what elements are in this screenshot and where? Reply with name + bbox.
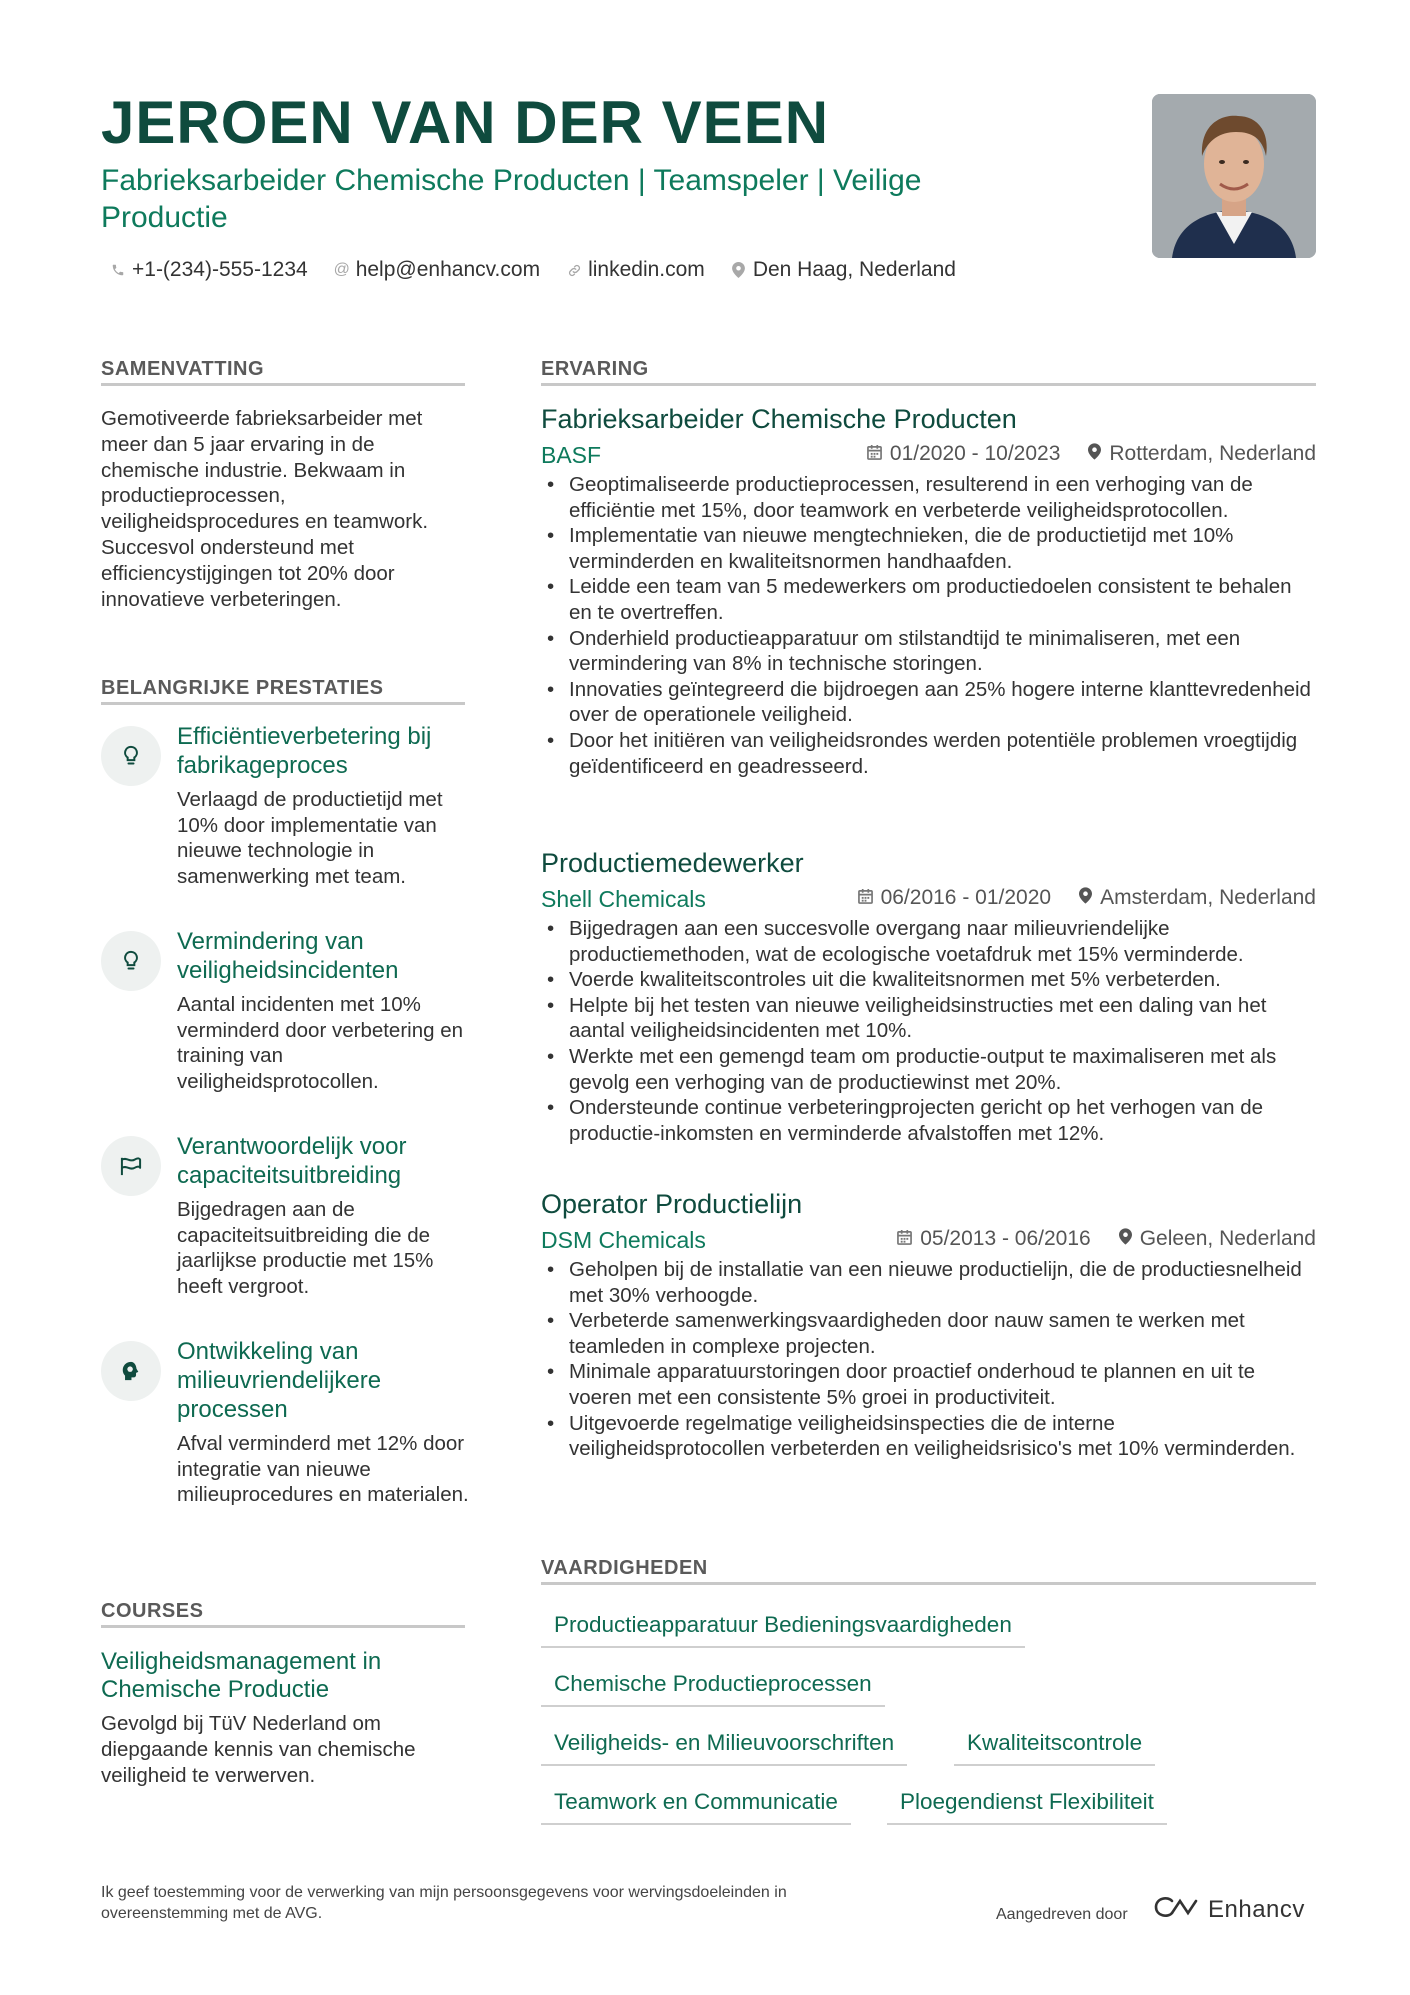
achievement-desc: Bijgedragen aan de capaciteitsuitbreiding die de jaarlijkse productie met 15% heeft vergroot. — [177, 1198, 434, 1298]
link-icon — [566, 262, 582, 278]
enhancv-brand[interactable] — [1152, 1895, 1305, 1924]
calendar-icon — [858, 886, 873, 910]
contact-phone[interactable] — [110, 258, 308, 282]
job-dates — [858, 886, 1051, 910]
achievement-desc: Verlaagd de productietijd met 10% door implementatie van nieuwe technologie in samenwerking met team. — [177, 788, 443, 888]
job-dates-text: 01/2020 - 10/2023 — [889, 442, 1061, 465]
bullet-item: • Door het initiëren van veiligheidsrondes werden potentiële problemen vroegtijdig geïdentificeerd en geadresseerd. — [541, 728, 1316, 779]
bullet-item: • Onderhield productieapparatuur om stilstandtijd te minimaliseren, met een vermindering van 8% in technische storingen. — [541, 626, 1316, 677]
bullet-item: • Geoptimaliseerde productieprocessen, resulterend in een verhoging van de efficiëntie met 15%, door teamwork en verbeterde veiligheidsprotocollen. — [541, 472, 1316, 523]
company-name: Shell Chemicals — [541, 886, 706, 912]
flag-icon — [101, 1136, 161, 1196]
lightbulb-icon — [101, 931, 161, 991]
bullet-item: • Voerde kwaliteitscontroles uit die kwaliteitsnormen met 5% verbeterden. — [541, 967, 1316, 993]
job-meta — [897, 1227, 1316, 1251]
bullet-item: • Werkte met een gemengd team om productie-output te maximaliseren met als gevolg een verhoging van de productiewinst met 20%. — [541, 1044, 1316, 1095]
achievement-title: Vermindering van veiligheidsincidenten — [177, 928, 399, 984]
achievements-divider — [101, 702, 465, 705]
bullet-item: • Helpte bij het testen van nieuwe veiligheidsinstructies met een daling van het aantal veiligheidsincidenten met 10%. — [541, 993, 1316, 1044]
company-name: BASF — [541, 442, 602, 468]
contact-email[interactable] — [334, 258, 540, 282]
contact-location — [731, 258, 956, 282]
calendar-icon — [897, 1227, 912, 1251]
job-title: Fabrieksarbeider Chemische Producten — [541, 404, 1017, 434]
skill-tag: Veiligheids- en Milieuvoorschriften — [541, 1730, 907, 1766]
job-title: Operator Productielijn — [541, 1189, 803, 1219]
at-icon: @ — [333, 261, 350, 278]
phone-icon — [110, 262, 126, 278]
job-location-text: Rotterdam, Nederland — [1109, 442, 1316, 465]
summary-divider — [101, 383, 465, 386]
location-icon — [1088, 442, 1101, 466]
contact-location-text: Den Haag, Nederland — [752, 258, 956, 281]
candidate-name: JEROEN VAN DER VEEN — [101, 89, 830, 156]
achievement-title: Ontwikkeling van milieuvriendelijkere processen — [177, 1338, 382, 1423]
location-icon — [731, 262, 747, 278]
contact-email-text: help@enhancv.com — [355, 258, 541, 281]
experience-heading: ERVARING — [541, 358, 649, 380]
achievement-desc: Afval verminderd met 12% door integratie van nieuwe milieuprocedures en materialen. — [177, 1432, 469, 1507]
job-meta — [858, 886, 1316, 910]
skill-tag: Ploegendienst Flexibiliteit — [887, 1789, 1167, 1825]
job-location — [1088, 442, 1316, 466]
lightbulb-icon — [101, 726, 161, 786]
skill-tag: Kwaliteitscontrole — [954, 1730, 1155, 1766]
consent-text: Ik geef toestemming voor de verwerking van mijn persoonsgegevens voor wervingsdoeleinden in overeenstemming met de AVG. — [101, 1884, 787, 1922]
enhancv-brand-name: Enhancv — [1208, 1895, 1305, 1923]
job-location-text: Amsterdam, Nederland — [1100, 886, 1316, 909]
summary-heading: SAMENVATTING — [101, 358, 265, 380]
course-title: Veiligheidsmanagement in Chemische Productie — [101, 1648, 382, 1703]
brain-icon — [101, 1341, 161, 1401]
bullet-item: • Leidde een team van 5 medewerkers om productiedoelen consistent te behalen en te overtreffen. — [541, 574, 1316, 625]
location-icon — [1119, 1227, 1132, 1251]
achievement-desc: Aantal incidenten met 10% verminderd door verbetering en training van veiligheidsprotocollen. — [177, 993, 464, 1093]
job-dates-text: 05/2013 - 06/2016 — [920, 1227, 1091, 1250]
job-dates — [867, 442, 1060, 466]
contact-bar — [110, 258, 956, 282]
bullet-item: • Bijgedragen aan een succesvolle overgang naar milieuvriendelijke productiemethoden, wat de ecologische voetafdruk met 15% verminderde. — [541, 916, 1316, 967]
bullet-item: • Minimale apparatuurstoringen door proactief onderhoud te plannen en uit te voeren met een consistente 5% groei in productiviteit. — [541, 1359, 1316, 1410]
skill-tag: Productieapparatuur Bedieningsvaardigheden — [541, 1612, 1025, 1648]
job-location-text: Geleen, Nederland — [1139, 1227, 1316, 1250]
course-desc: Gevolgd bij TüV Nederland om diepgaande kennis van chemische veiligheid te verwerven. — [101, 1712, 416, 1787]
bullet-item: • Geholpen bij de installatie van een nieuwe productielijn, die de productiesnelheid met 30% verhoogde. — [541, 1257, 1316, 1308]
job-dates-text: 06/2016 - 01/2020 — [880, 886, 1052, 909]
job-location — [1119, 1227, 1316, 1251]
bullet-item: • Implementatie van nieuwe mengtechnieken, die de productietijd met 10% verminderden en kwaliteitsnormen handhaafden. — [541, 523, 1316, 574]
experience-divider — [541, 383, 1316, 386]
achievement-title: Verantwoordelijk voor capaciteitsuitbreiding — [177, 1133, 407, 1189]
profile-photo — [1152, 94, 1316, 258]
courses-divider — [101, 1625, 465, 1628]
headline: Fabrieksarbeider Chemische Producten | Teamspeler | Veilige Productie — [101, 164, 922, 234]
summary-text: Gemotiveerde fabrieksarbeider met meer dan 5 jaar ervaring in de chemische industrie. Bekwaam in productieprocessen, veiligheidsprocedures en teamwork. Succesvol ondersteund met efficiencystijgingen tot 20% door innovatieve verbeteringen. — [101, 407, 429, 611]
job-bullets — [541, 916, 1316, 1146]
enhancv-logo-icon — [1152, 1895, 1200, 1924]
skills-divider — [541, 1582, 1316, 1585]
job-bullets — [541, 472, 1316, 779]
skills-heading: VAARDIGHEDEN — [541, 1557, 708, 1579]
location-icon — [1079, 886, 1092, 910]
powered-by-label: Aangedreven door — [996, 1906, 1128, 1923]
job-dates — [897, 1227, 1090, 1251]
bullet-item: • Ondersteunde continue verbeteringprojecten gericht op het verhogen van de productie-inkomsten en verminderde afvalstoffen met 12%. — [541, 1095, 1316, 1146]
calendar-icon — [867, 442, 882, 466]
courses-heading: COURSES — [101, 1600, 204, 1622]
bullet-item: • Innovaties geïntegreerd die bijdroegen aan 25% hogere interne klanttevredenheid over de operationele veiligheid. — [541, 677, 1316, 728]
job-title: Productiemedewerker — [541, 848, 804, 878]
job-location — [1079, 886, 1316, 910]
contact-linkedin-text: linkedin.com — [588, 258, 705, 281]
contact-phone-text: +1-(234)-555-1234 — [132, 258, 308, 281]
job-bullets — [541, 1257, 1316, 1462]
contact-linkedin[interactable] — [566, 258, 705, 282]
bullet-item: • Verbeterde samenwerkingsvaardigheden door nauw samen te werken met teamleden in complexe projecten. — [541, 1308, 1316, 1359]
achievements-heading: BELANGRIJKE PRESTATIES — [101, 677, 384, 699]
achievement-title: Efficiëntieverbetering bij fabrikageproces — [177, 723, 432, 779]
skill-tag: Chemische Productieprocessen — [541, 1671, 885, 1707]
skill-tag: Teamwork en Communicatie — [541, 1789, 851, 1825]
bullet-item: • Uitgevoerde regelmatige veiligheidsinspecties die de interne veiligheidsprotocollen verbeterden en veiligheidsrisico's met 10% verminderden. — [541, 1411, 1316, 1462]
company-name: DSM Chemicals — [541, 1227, 706, 1253]
job-meta — [867, 442, 1316, 466]
